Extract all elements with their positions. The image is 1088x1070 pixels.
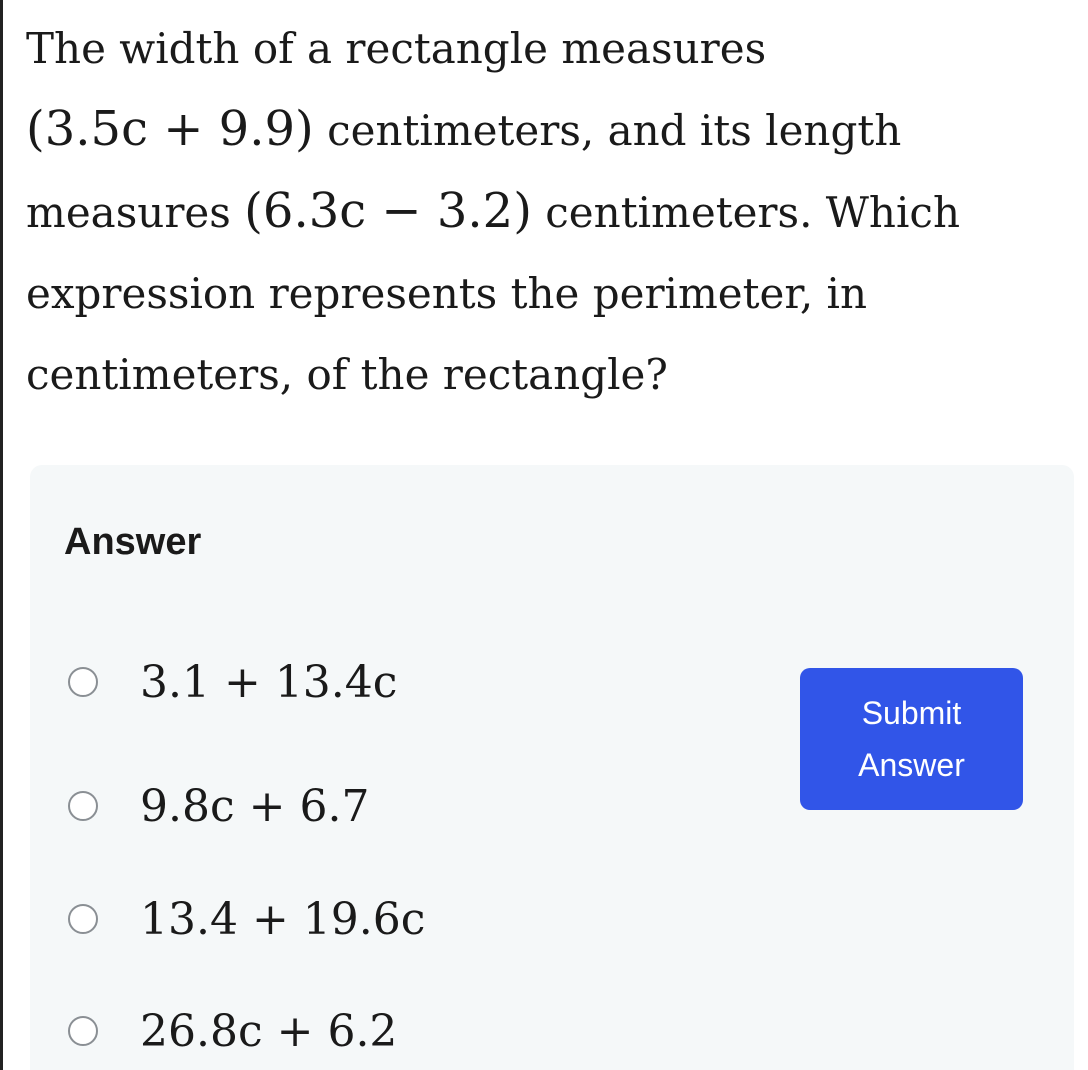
answer-choice-2[interactable] (68, 776, 369, 836)
width-expression: (3.5c + 9.9) (26, 101, 314, 157)
submit-button-label-line-1: Submit (861, 695, 962, 731)
question-text (26, 8, 1066, 415)
radio-button-choice-1[interactable] (68, 667, 98, 697)
radio-button-choice-2[interactable] (68, 791, 98, 821)
answer-choice-3[interactable] (68, 889, 425, 949)
answer-choice-4[interactable] (68, 1001, 397, 1061)
submit-answer-button[interactable] (800, 668, 1023, 810)
question-part-3: centimeters. Which expression represents the perimeter, in centimeters, of the rectangle? (26, 188, 960, 399)
answer-choice-3-text: 13.4 + 19.6c (140, 893, 426, 945)
radio-button-choice-3[interactable] (68, 904, 98, 934)
answer-heading: Answer (64, 521, 202, 563)
radio-button-choice-4[interactable] (68, 1016, 98, 1046)
answer-choice-2-text: 9.8c + 6.7 (140, 780, 370, 832)
submit-button-label-line-2: Answer (858, 747, 965, 783)
answer-panel (30, 465, 1074, 1070)
question-part-1: The width of a rectangle measures (26, 24, 767, 73)
question-part-2: centimeters, and its length measures (26, 106, 902, 237)
answer-choice-1[interactable] (68, 652, 397, 712)
answer-choice-4-text: 26.8c + 6.2 (140, 1005, 398, 1057)
left-border-rule (0, 0, 3, 1070)
length-expression: (6.3c − 3.2) (244, 183, 532, 239)
answer-choice-1-text: 3.1 + 13.4c (140, 656, 398, 708)
